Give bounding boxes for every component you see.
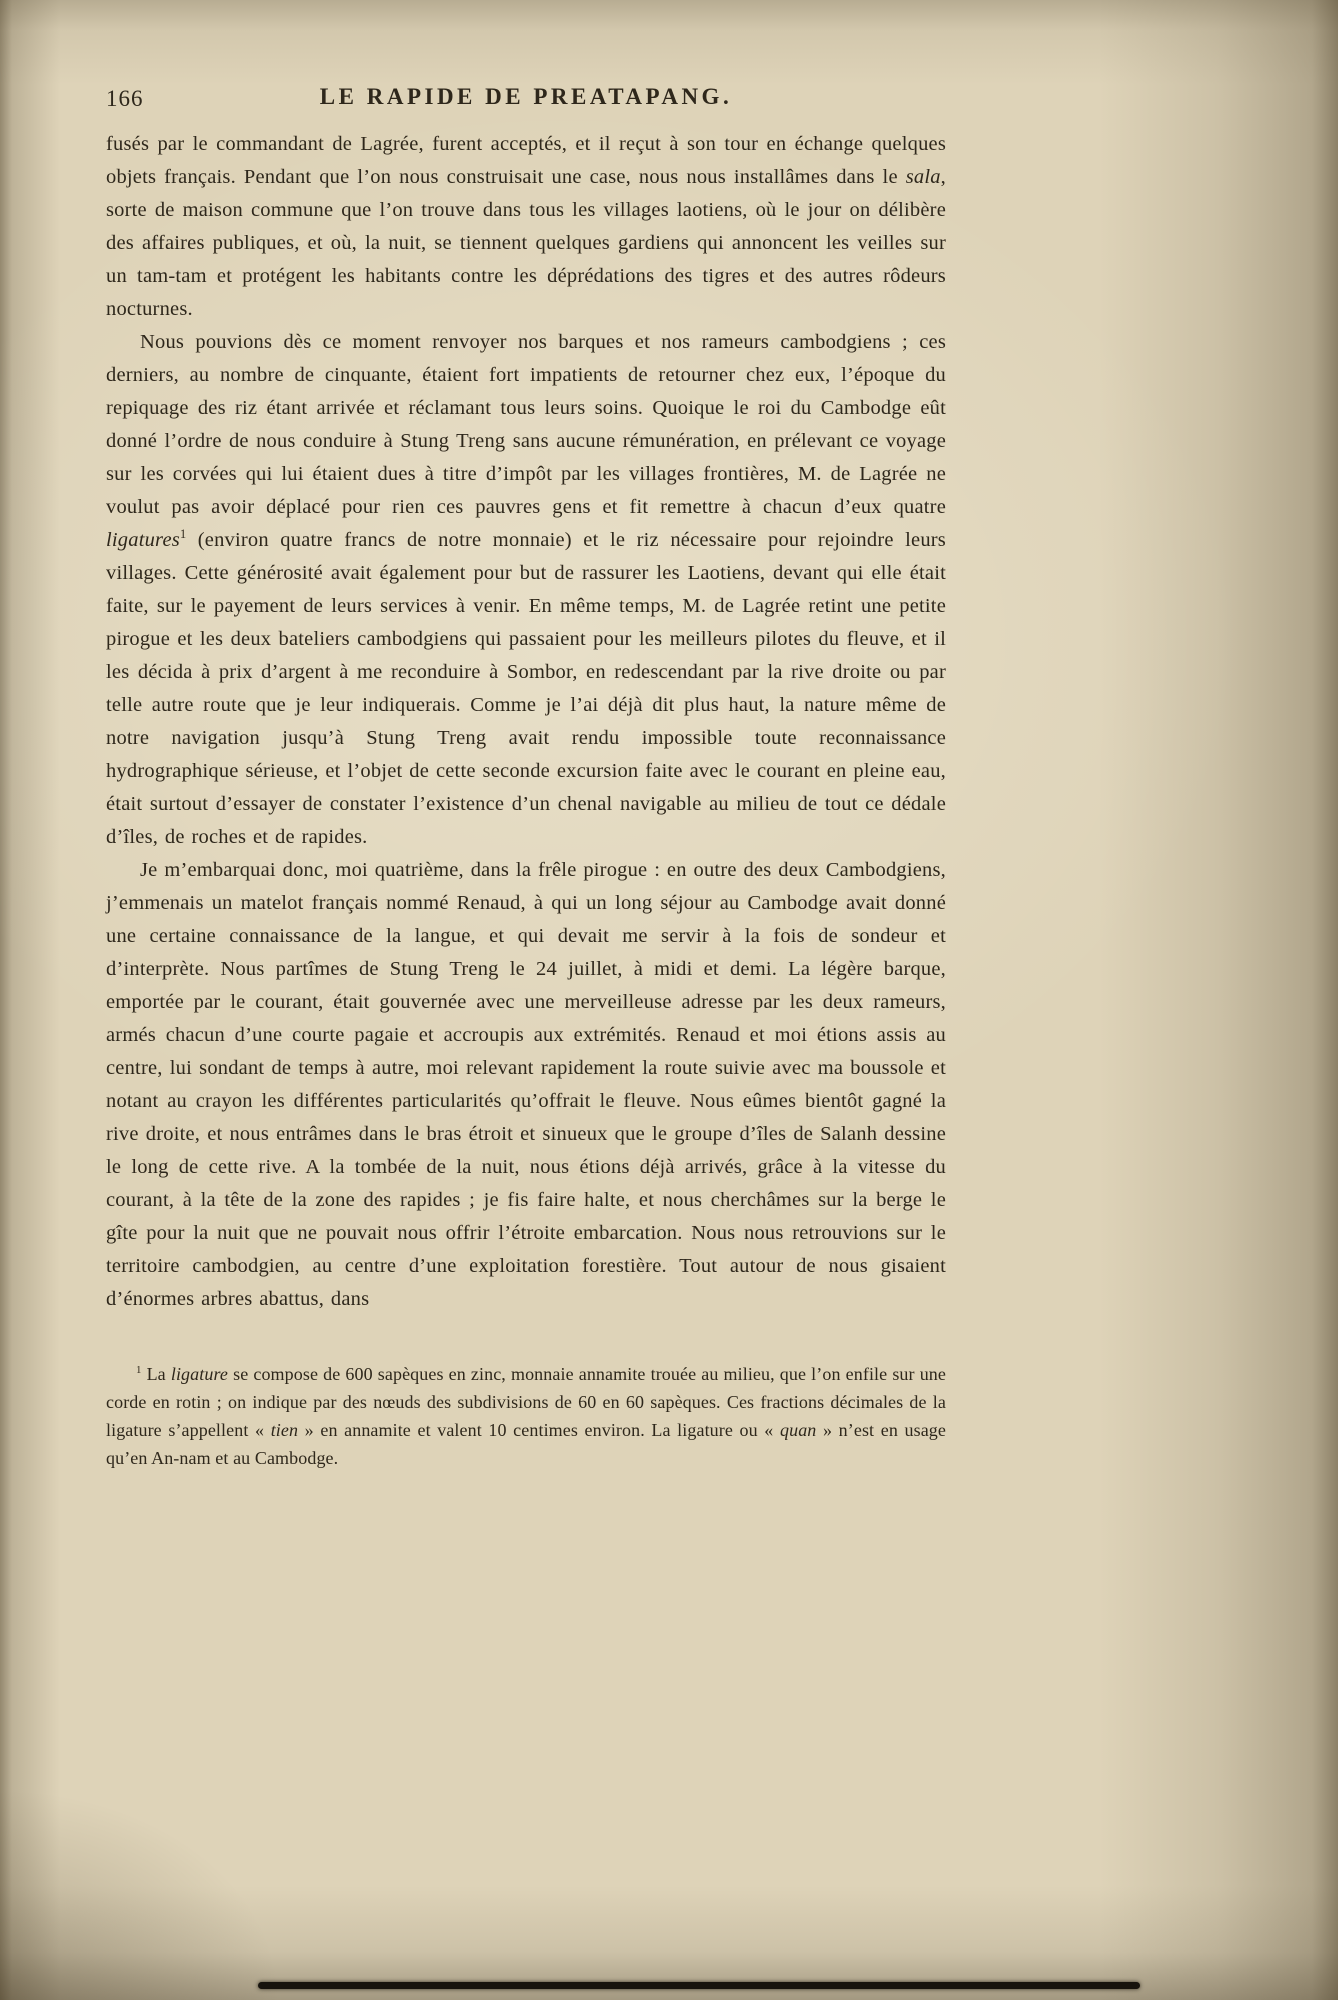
body-paragraph: Je m’embarquai donc, moi quatrième, dans la frêle pirogue : en outre des deux Cambodgiens, j’emmenais un matelot français nommé Renaud, à qui un long séjour au Cambodge avait donné une certaine connaissance de la langue, et qui devait me servir à la fois de sondeur et d’interprète. Nous partîmes de Stung Treng le 24 juillet, à midi et demi. La légère barque, emportée par le courant, était gouvernée avec une merveilleuse adresse par les deux rameurs, armés chacun d’une courte pagaie et accroupis aux extrémités. Renaud et moi étions assis au centre, lui sondant de temps à autre, moi relevant rapidement la route suivie avec ma boussole et notant au crayon les différentes particularités qu’offrait le fleuve. Nous eûmes bientôt gagné la rive droite, et nous entrâmes dans le bras étroit et sinueux que le groupe d’îles de Salanh dessine le long de cette rive. A la tombée de la nuit, nous étions déjà arrivés, grâce à la vitesse du courant, à la tête de la zone des rapides ; je fis faire halte, et nous cherchâmes sur la berge le gîte pour la nuit que ne pouvait nous offrir l’étroite embarcation. Nous nous retrouvions sur le territoire cambodgien, au centre d’une exploitation forestière. Tout autour de nous gisaient d’énormes arbres abattus, dans — [106, 859, 946, 1310]
text-column — [106, 84, 946, 1472]
footnote — [106, 1360, 946, 1472]
body-text — [106, 128, 946, 1316]
footnote-paragraph: $^1$ La ligature se compose de 600 sapèques en zinc, monnaie annamite trouée au milieu, que l’on enfile sur une corde en rotin ; on indique par des nœuds des subdivisions de 60 en 60 sapèques. Ces fractions décimales de la ligature s’appellent « tien » en annamite et valent 10 centimes environ. La ligature ou « quan » n’est en usage qu’en An-nam et au Cambodge. — [106, 1364, 946, 1468]
page-bottom-edge-line — [258, 1982, 1140, 1989]
running-title: LE RAPIDE DE PREATAPANG. — [319, 84, 733, 109]
page-number: 166 — [106, 86, 144, 111]
running-header — [106, 84, 946, 114]
body-paragraph: fusés par le commandant de Lagrée, furent acceptés, et il reçut à son tour en échange quelques objets français. Pendant que l’on nous construisait une case, nous nous installâmes dans le sala, sorte de maison commune que l’on trouve dans tous les villages laotiens, où le jour on délibère des affaires publiques, et où, la nuit, se tiennent quelques gardiens qui annoncent les veilles sur un tam-tam et protégent les habitants contre les déprédations des tigres et des autres rôdeurs nocturnes. — [106, 133, 946, 320]
body-paragraph: Nous pouvions dès ce moment renvoyer nos barques et nos rameurs cambodgiens ; ces derniers, au nombre de cinquante, étaient fort impatients de retourner chez eux, l’époque du repiquage des riz étant arrivée et réclamant tous leurs soins. Quoique le roi du Cambodge eût donné l’ordre de nous conduire à Stung Treng sans aucune rémunération, en prélevant ce voyage sur les corvées qui lui étaient dues à titre d’impôt par les villages frontières, M. de Lagrée ne voulut pas avoir déplacé pour rien ces pauvres gens et fit remettre à chacun d’eux quatre ligatures$^1$ (environ quatre francs de notre monnaie) et le riz nécessaire pour rejoindre leurs villages. Cette générosité avait également pour but de rassurer les Laotiens, devant qui elle était faite, sur le payement de leurs services à venir. En même temps, M. de Lagrée retint une petite pirogue et les deux bateliers cambodgiens qui passaient pour les meilleurs pilotes du fleuve, et il les décida à prix d’argent à me reconduire à Sombor, en redescendant par la rive droite ou par telle autre route que je leur indiquerais. Comme je l’ai déjà dit plus haut, la nature même de notre navigation jusqu’à Stung Treng avait rendu impossible toute reconnaissance hydrographique sérieuse, et l’objet de cette seconde excursion faite avec le courant en pleine eau, était surtout d’essayer de constater l’existence d’un chenal navigable au milieu de tout ce dédale d’îles, de roches et de rapides. — [106, 331, 946, 848]
